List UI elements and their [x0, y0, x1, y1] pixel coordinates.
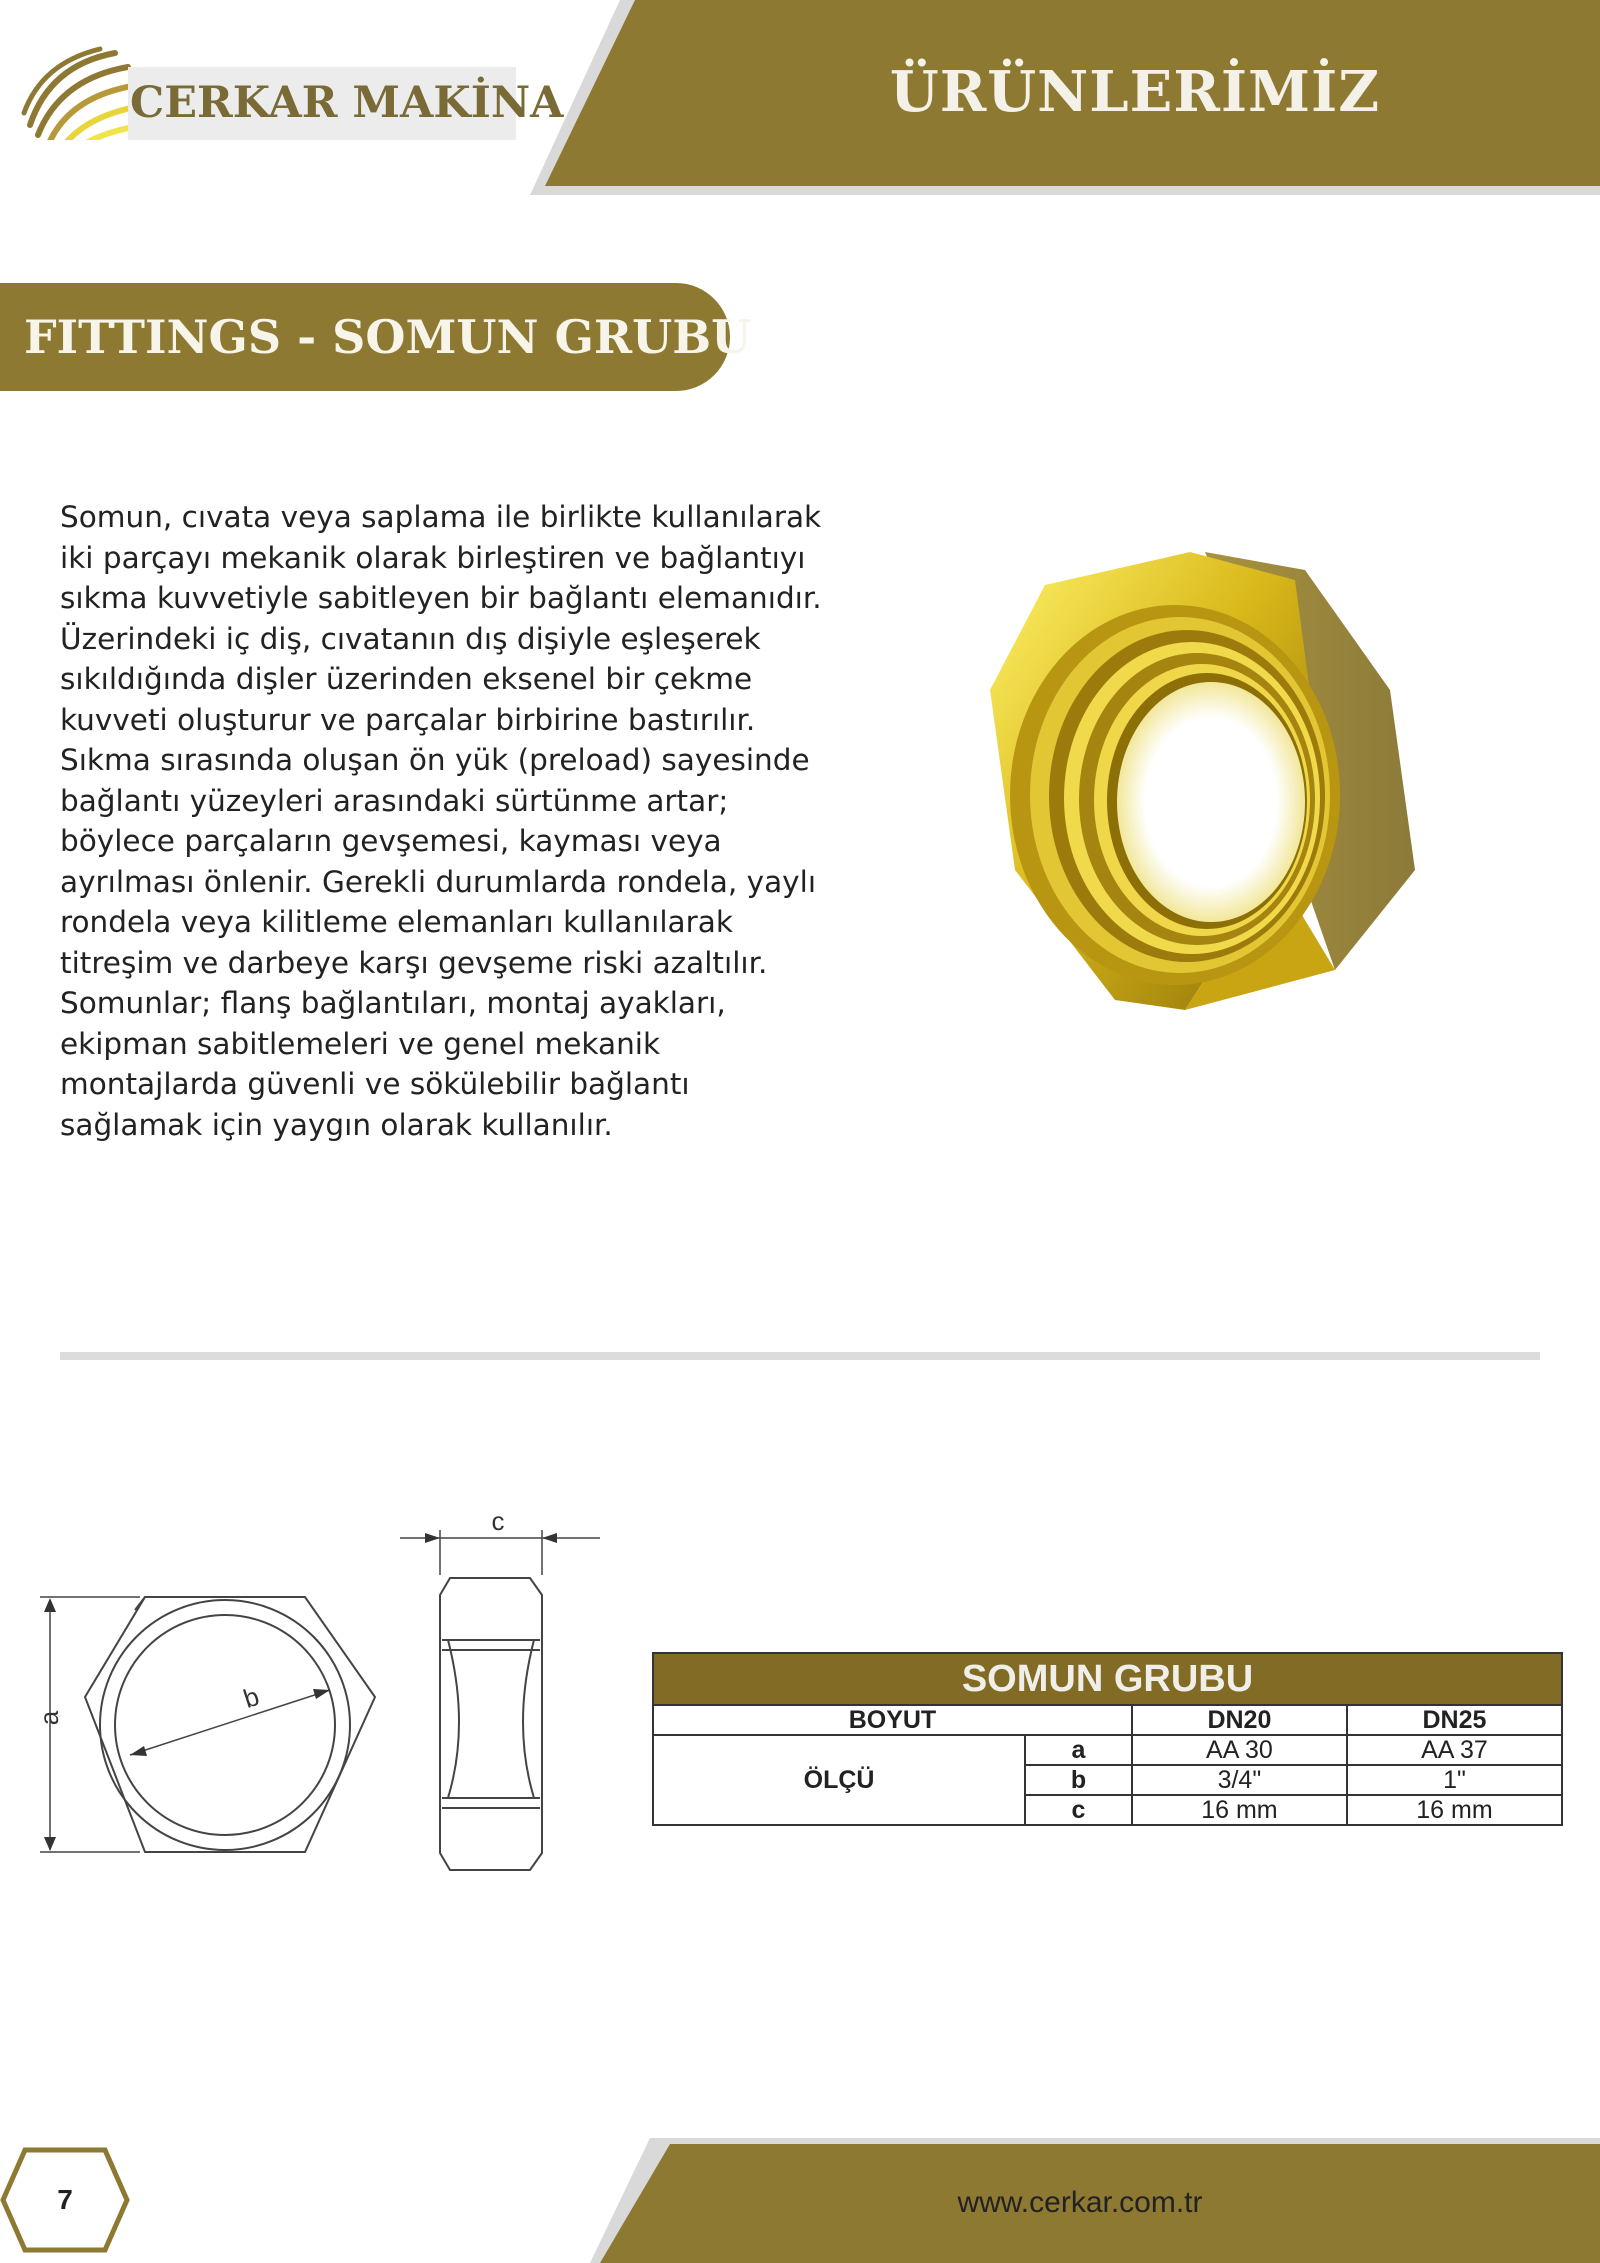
table-group-label: ÖLÇÜ	[653, 1735, 1025, 1825]
dimension-label-a: a	[34, 1710, 64, 1726]
table-row-key: c	[1025, 1795, 1132, 1825]
table-column-header: DN20	[1132, 1705, 1347, 1735]
table-title-row	[653, 1653, 1562, 1705]
dimension-label-c: c	[491, 1506, 505, 1536]
table-header-row	[653, 1705, 1562, 1735]
dimension-label-b: b	[239, 1680, 263, 1714]
table-row-key: a	[1025, 1735, 1132, 1765]
product-description: Somun, cıvata veya saplama ile birlikte kullanılarak iki parçayı mekanik olarak birleştiren ve bağlantıyı sıkma kuvvetiyle sabitleyen bir bağlantı elemanıdır. Üzerindeki iç diş, cıvatanın dış dişiyle eşleşerek sıkıldığında dişler üzerinden eksenel bir çekme kuvveti oluşturur ve parçalar birbirine bastırılır. Sıkma sırasında oluşan ön yük (preload) sayesinde bağlantı yüzeyleri arasındaki sürtünme artar; böylece parçaların gevşemesi, kayması veya ayrılması önlenir. Gerekli durumlarda rondela, yaylı rondela veya kilitleme elemanları kullanılarak titreşim ve darbeye karşı gevşeme riski azaltılır. Somunlar; flanş bağlantıları, montaj ayakları, ekipman sabitlemeleri ve genel mekanik montajlarda güvenli ve sökülebilir bağlantı sağlamak için yaygın olarak kullanılır.	[60, 500, 822, 1142]
brand-name: CERKAR MAKİNA	[130, 78, 564, 128]
table-title: SOMUN GRUBU	[653, 1653, 1562, 1705]
table-cell: 16 mm	[1347, 1795, 1562, 1825]
hex-nut-image	[975, 540, 1435, 1020]
table-row	[653, 1735, 1562, 1765]
section-title: FITTINGS - SOMUN GRUBU	[24, 310, 752, 364]
spec-table	[652, 1652, 1563, 1826]
table-column-header: DN25	[1347, 1705, 1562, 1735]
table-cell: 3/4"	[1132, 1765, 1347, 1795]
footer-banner	[0, 2130, 1600, 2263]
website-link[interactable]: www.cerkar.com.tr	[957, 2186, 1203, 2219]
section-divider	[60, 1352, 1540, 1360]
table-row-key: b	[1025, 1765, 1132, 1795]
header-title: ÜRÜNLERİMİZ	[889, 59, 1381, 125]
table-cell: AA 37	[1347, 1735, 1562, 1765]
table-cell: 16 mm	[1132, 1795, 1347, 1825]
table-cell: 1"	[1347, 1765, 1562, 1795]
table-header-label: BOYUT	[653, 1705, 1132, 1735]
technical-drawing	[30, 1500, 610, 1880]
table-cell: AA 30	[1132, 1735, 1347, 1765]
page-number: 7	[57, 2184, 73, 2215]
